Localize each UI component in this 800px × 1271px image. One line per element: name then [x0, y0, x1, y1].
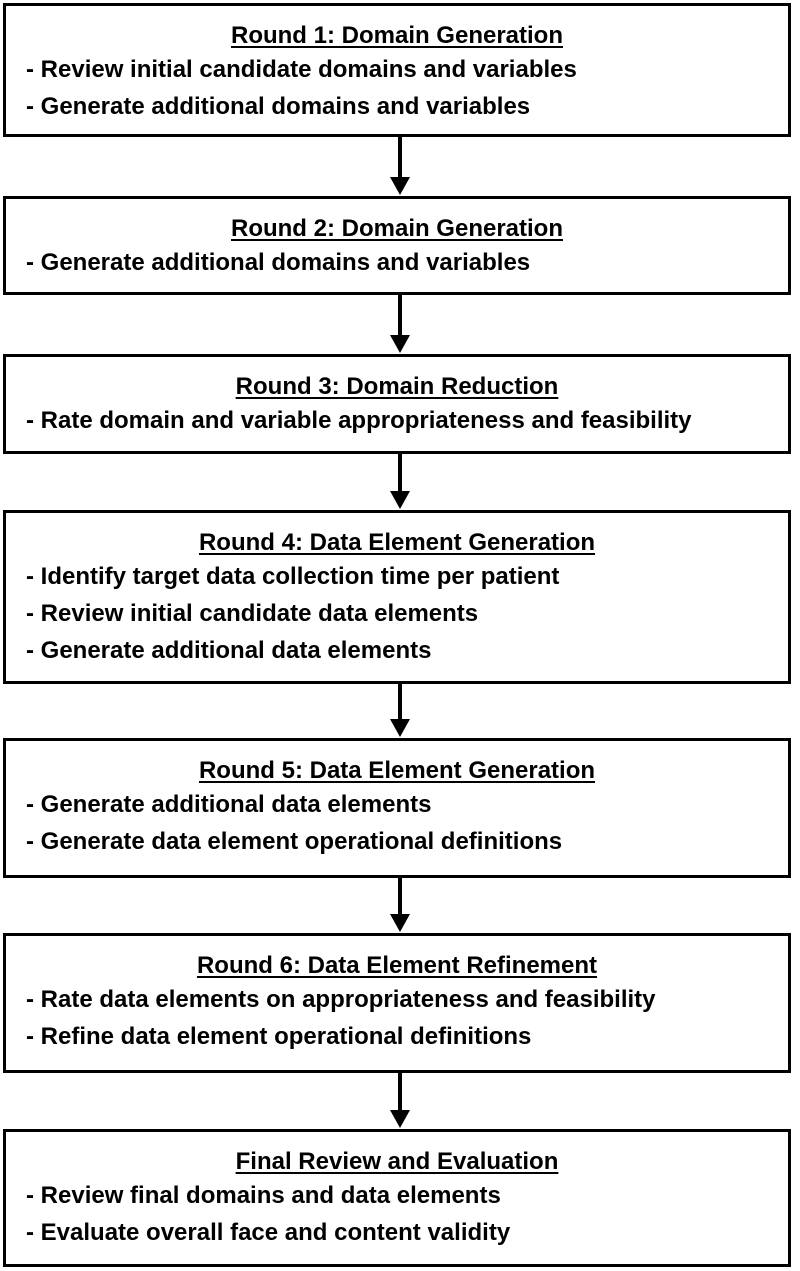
- step-title: Round 4: Data Element Generation: [198, 529, 596, 556]
- step-box-round-4: [3, 510, 791, 684]
- step-title: Round 1: Domain Generation: [230, 22, 563, 49]
- flow-arrow-icon: [388, 137, 412, 196]
- step-item: - Generate data element operational definitions: [26, 828, 563, 855]
- step-item: - Rate domain and variable appropriateness and feasibility: [26, 407, 692, 434]
- step-title: Round 3: Domain Reduction: [235, 373, 559, 400]
- step-item: - Review initial candidate data elements: [26, 600, 479, 627]
- step-item: - Generate additional data elements: [26, 637, 432, 664]
- flow-arrow-icon: [388, 684, 412, 738]
- flow-arrow-icon: [388, 295, 412, 354]
- step-item: - Review final domains and data elements: [26, 1182, 501, 1209]
- step-item: - Identify target data collection time per patient: [26, 563, 560, 590]
- step-item-list: [6, 558, 788, 669]
- step-item-list: [6, 1177, 788, 1251]
- step-item: - Rate data elements on appropriateness and feasibility: [26, 986, 656, 1013]
- step-box-final-review: [3, 1129, 791, 1267]
- step-item: - Evaluate overall face and content validity: [26, 1219, 511, 1246]
- step-box-round-5: [3, 738, 791, 878]
- flow-arrow-icon: [388, 454, 412, 510]
- step-item-list: [6, 244, 788, 281]
- step-box-round-2: [3, 196, 791, 295]
- step-title: Round 5: Data Element Generation: [198, 757, 596, 784]
- step-item-list: [6, 51, 788, 125]
- step-box-round-1: [3, 3, 791, 137]
- step-item: - Generate additional domains and variables: [26, 93, 531, 120]
- step-box-round-6: [3, 933, 791, 1073]
- step-item: - Review initial candidate domains and variables: [26, 56, 577, 83]
- step-item: - Generate additional domains and variables: [26, 249, 531, 276]
- step-item: - Generate additional data elements: [26, 791, 432, 818]
- step-title: Final Review and Evaluation: [235, 1148, 559, 1175]
- flow-arrow-icon: [388, 1073, 412, 1129]
- step-item: - Refine data element operational definitions: [26, 1023, 532, 1050]
- step-item-list: [6, 402, 788, 439]
- step-item-list: [6, 981, 788, 1055]
- flow-arrow-icon: [388, 878, 412, 933]
- step-title: Round 6: Data Element Refinement: [196, 952, 598, 979]
- step-item-list: [6, 786, 788, 860]
- step-title: Round 2: Domain Generation: [230, 215, 563, 242]
- step-box-round-3: [3, 354, 791, 454]
